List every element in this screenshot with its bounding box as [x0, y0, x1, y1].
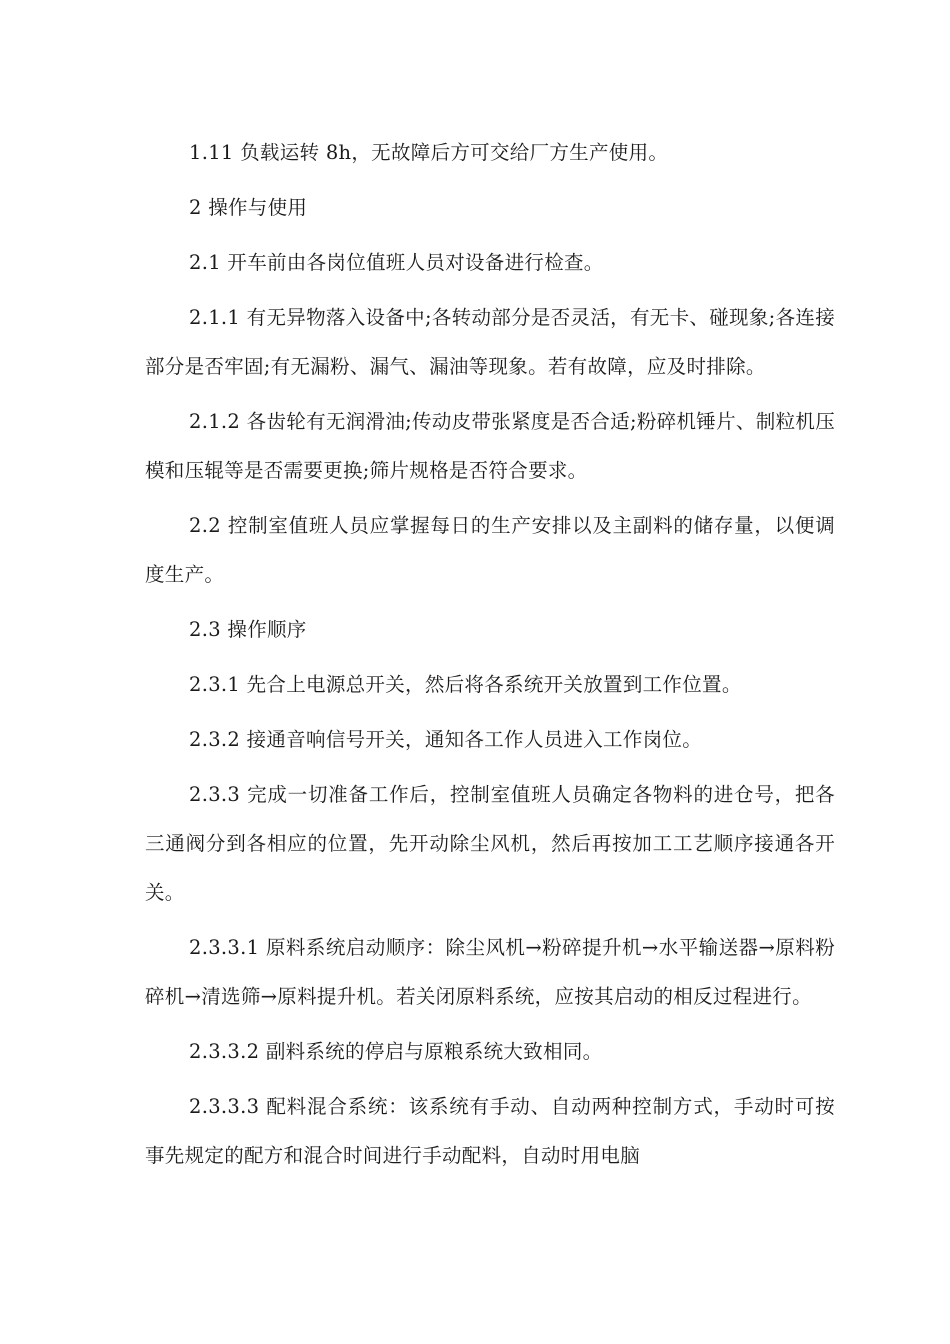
- paragraph-2-3-1: 2.3.1 先合上电源总开关，然后将各系统开关放置到工作位置。: [189, 673, 742, 696]
- paragraph-2-1: 2.1 开车前由各岗位值班人员对设备进行检查。: [189, 251, 604, 274]
- paragraph-1-11: 1.11 负载运转 8h，无故障后方可交给厂方生产使用。: [189, 141, 669, 164]
- heading-2-3: 2.3 操作顺序: [189, 618, 307, 641]
- paragraph-2-2: 2.2 控制室值班人员应掌握每日的生产安排以及主副料的储存量，以便调度生产。: [145, 514, 835, 586]
- paragraph-2-3-3-2: 2.3.3.2 副料系统的停启与原粮系统大致相同。: [189, 1040, 603, 1063]
- paragraph-2-3-3-3: 2.3.3.3 配料混合系统：该系统有手动、自动两种控制方式，手动时可按事先规定的配方和混合时间进行手动配料，自动时用电脑: [145, 1095, 835, 1167]
- paragraph-2-3-2: 2.3.2 接通音响信号开关，通知各工作人员进入工作岗位。: [189, 728, 703, 751]
- paragraph-2-3-3: 2.3.3 完成一切准备工作后，控制室值班人员确定各物料的进仓号，把各三通阀分到各相应的位置，先开动除尘风机，然后再按加工工艺顺序接通各开关。: [145, 783, 835, 904]
- paragraph-2-3-3-1: 2.3.3.1 原料系统启动顺序：除尘风机→粉碎提升机→水平输送器→原料粉碎机→清选筛→原料提升机。若关闭原料系统，应按其启动的相反过程进行。: [145, 936, 835, 1008]
- heading-2-operation: 2 操作与使用: [189, 196, 308, 219]
- paragraph-2-1-2: 2.1.2 各齿轮有无润滑油;传动皮带张紧度是否合适;粉碎机锤片、制粒机压模和压辊等是否需要更换;筛片规格是否符合要求。: [145, 410, 835, 482]
- document-body: [145, 128, 835, 1186]
- paragraph-2-1-1: 2.1.1 有无异物落入设备中;各转动部分是否灵活，有无卡、碰现象;各连接部分是否牢固;有无漏粉、漏气、漏油等现象。若有故障，应及时排除。: [145, 306, 835, 378]
